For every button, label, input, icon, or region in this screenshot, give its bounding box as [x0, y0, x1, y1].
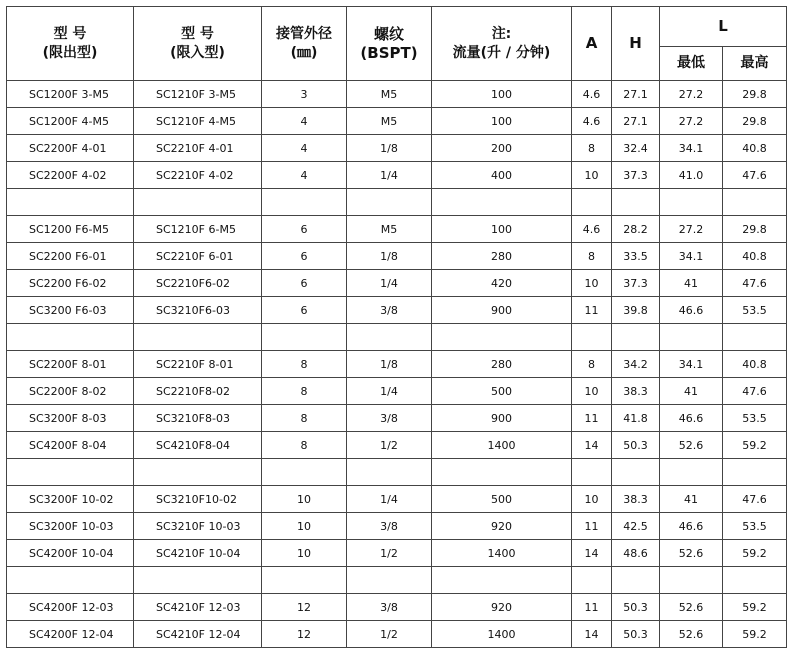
model-out-cell: SC2200F 4-01	[7, 135, 134, 162]
a-cell: 4.6	[572, 216, 612, 243]
flow-cell: 900	[432, 405, 572, 432]
l-max-cell: 40.8	[723, 243, 787, 270]
tube-od-cell: 10	[262, 513, 347, 540]
thread-cell: 1/8	[347, 135, 432, 162]
a-cell: 14	[572, 540, 612, 567]
flow-cell: 400	[432, 162, 572, 189]
empty-cell	[347, 459, 432, 486]
table-row	[7, 243, 787, 270]
h-cell: 50.3	[612, 594, 660, 621]
model-out-cell: SC2200F 4-02	[7, 162, 134, 189]
a-cell: 11	[572, 594, 612, 621]
model-in-cell: SC3210F6-03	[134, 297, 262, 324]
l-min-cell: 46.6	[660, 297, 723, 324]
empty-cell	[262, 324, 347, 351]
tube-od-cell: 6	[262, 243, 347, 270]
model-out-cell: SC2200 F6-01	[7, 243, 134, 270]
table-row	[7, 108, 787, 135]
header-thread: 螺纹 (BSPT)	[347, 7, 432, 81]
tube-od-cell: 6	[262, 270, 347, 297]
empty-cell	[612, 459, 660, 486]
empty-cell	[432, 324, 572, 351]
empty-cell	[572, 567, 612, 594]
model-out-cell: SC4200F 10-04	[7, 540, 134, 567]
empty-cell	[612, 189, 660, 216]
empty-cell	[7, 324, 134, 351]
model-in-cell: SC1210F 3-M5	[134, 81, 262, 108]
header-flow: 注: 流量(升 / 分钟)	[432, 7, 572, 81]
l-min-cell: 41.0	[660, 162, 723, 189]
a-cell: 14	[572, 432, 612, 459]
l-min-cell: 27.2	[660, 108, 723, 135]
l-max-cell: 29.8	[723, 108, 787, 135]
model-out-cell: SC3200F 10-02	[7, 486, 134, 513]
empty-cell	[660, 324, 723, 351]
flow-cell: 280	[432, 243, 572, 270]
a-cell: 8	[572, 243, 612, 270]
tube-od-cell: 10	[262, 486, 347, 513]
l-min-cell: 34.1	[660, 135, 723, 162]
thread-cell: 1/4	[347, 378, 432, 405]
h-cell: 38.3	[612, 378, 660, 405]
header-l-max: 最高	[723, 47, 787, 81]
l-max-cell: 29.8	[723, 216, 787, 243]
model-in-cell: SC4210F 10-04	[134, 540, 262, 567]
thread-cell: M5	[347, 216, 432, 243]
header-l-min: 最低	[660, 47, 723, 81]
l-max-cell: 47.6	[723, 162, 787, 189]
l-min-cell: 46.6	[660, 513, 723, 540]
flow-cell: 900	[432, 297, 572, 324]
tube-od-cell: 8	[262, 351, 347, 378]
a-cell: 10	[572, 270, 612, 297]
header-tube-od: 接管外径 (㎜)	[262, 7, 347, 81]
l-min-cell: 41	[660, 486, 723, 513]
tube-od-cell: 6	[262, 216, 347, 243]
tube-od-cell: 4	[262, 108, 347, 135]
thread-cell: 1/8	[347, 243, 432, 270]
model-out-cell: SC2200F 8-02	[7, 378, 134, 405]
a-cell: 8	[572, 351, 612, 378]
model-in-cell: SC4210F8-04	[134, 432, 262, 459]
model-out-cell: SC1200F 4-M5	[7, 108, 134, 135]
l-max-cell: 47.6	[723, 486, 787, 513]
flow-cell: 100	[432, 108, 572, 135]
group-separator-row	[7, 189, 787, 216]
tube-od-cell: 8	[262, 378, 347, 405]
l-max-cell: 47.6	[723, 270, 787, 297]
table-row	[7, 81, 787, 108]
model-in-cell: SC1210F 6-M5	[134, 216, 262, 243]
h-cell: 33.5	[612, 243, 660, 270]
a-cell: 4.6	[572, 81, 612, 108]
tube-od-cell: 3	[262, 81, 347, 108]
thread-cell: 3/8	[347, 594, 432, 621]
empty-cell	[432, 567, 572, 594]
table-row	[7, 378, 787, 405]
header-model-in: 型 号 (限入型)	[134, 7, 262, 81]
l-min-cell: 52.6	[660, 540, 723, 567]
h-cell: 28.2	[612, 216, 660, 243]
model-in-cell: SC3210F10-02	[134, 486, 262, 513]
empty-cell	[723, 324, 787, 351]
empty-cell	[7, 567, 134, 594]
model-out-cell: SC1200 F6-M5	[7, 216, 134, 243]
thread-cell: 3/8	[347, 405, 432, 432]
flow-cell: 920	[432, 513, 572, 540]
empty-cell	[432, 459, 572, 486]
l-min-cell: 41	[660, 378, 723, 405]
empty-cell	[612, 567, 660, 594]
model-in-cell: SC2210F8-02	[134, 378, 262, 405]
group-separator-row	[7, 459, 787, 486]
l-min-cell: 34.1	[660, 351, 723, 378]
table-row	[7, 351, 787, 378]
flow-cell: 500	[432, 378, 572, 405]
flow-cell: 420	[432, 270, 572, 297]
thread-cell: 1/2	[347, 432, 432, 459]
flow-cell: 1400	[432, 432, 572, 459]
flow-cell: 280	[432, 351, 572, 378]
empty-cell	[262, 189, 347, 216]
tube-od-cell: 4	[262, 162, 347, 189]
table-row	[7, 540, 787, 567]
model-in-cell: SC4210F 12-03	[134, 594, 262, 621]
a-cell: 11	[572, 297, 612, 324]
l-max-cell: 59.2	[723, 432, 787, 459]
model-in-cell: SC3210F 10-03	[134, 513, 262, 540]
model-out-cell: SC4200F 12-04	[7, 621, 134, 648]
thread-cell: 1/2	[347, 540, 432, 567]
tube-od-cell: 8	[262, 432, 347, 459]
thread-cell: 3/8	[347, 513, 432, 540]
empty-cell	[7, 459, 134, 486]
h-cell: 48.6	[612, 540, 660, 567]
h-cell: 32.4	[612, 135, 660, 162]
model-in-cell: SC4210F 12-04	[134, 621, 262, 648]
empty-cell	[572, 459, 612, 486]
tube-od-cell: 10	[262, 540, 347, 567]
thread-cell: 1/2	[347, 621, 432, 648]
flow-cell: 1400	[432, 540, 572, 567]
empty-cell	[347, 189, 432, 216]
empty-cell	[347, 567, 432, 594]
h-cell: 37.3	[612, 162, 660, 189]
model-out-cell: SC3200F 8-03	[7, 405, 134, 432]
thread-cell: 1/4	[347, 162, 432, 189]
empty-cell	[134, 459, 262, 486]
h-cell: 50.3	[612, 621, 660, 648]
thread-cell: 3/8	[347, 297, 432, 324]
empty-cell	[723, 189, 787, 216]
table-row	[7, 486, 787, 513]
l-min-cell: 46.6	[660, 405, 723, 432]
h-cell: 38.3	[612, 486, 660, 513]
empty-cell	[134, 567, 262, 594]
l-max-cell: 40.8	[723, 135, 787, 162]
l-max-cell: 53.5	[723, 405, 787, 432]
a-cell: 11	[572, 513, 612, 540]
model-out-cell: SC4200F 8-04	[7, 432, 134, 459]
table-row	[7, 135, 787, 162]
a-cell: 11	[572, 405, 612, 432]
table-row	[7, 513, 787, 540]
table-row	[7, 162, 787, 189]
empty-cell	[572, 189, 612, 216]
l-max-cell: 59.2	[723, 594, 787, 621]
group-separator-row	[7, 567, 787, 594]
h-cell: 27.1	[612, 81, 660, 108]
a-cell: 10	[572, 378, 612, 405]
table-row	[7, 594, 787, 621]
model-in-cell: SC3210F8-03	[134, 405, 262, 432]
header-a: A	[572, 7, 612, 81]
h-cell: 41.8	[612, 405, 660, 432]
a-cell: 10	[572, 162, 612, 189]
model-in-cell: SC2210F 4-01	[134, 135, 262, 162]
l-max-cell: 59.2	[723, 621, 787, 648]
tube-od-cell: 4	[262, 135, 347, 162]
thread-cell: M5	[347, 108, 432, 135]
flow-cell: 100	[432, 81, 572, 108]
flow-cell: 500	[432, 486, 572, 513]
tube-od-cell: 6	[262, 297, 347, 324]
l-max-cell: 59.2	[723, 540, 787, 567]
flow-cell: 920	[432, 594, 572, 621]
empty-cell	[660, 567, 723, 594]
table-row	[7, 621, 787, 648]
a-cell: 14	[572, 621, 612, 648]
empty-cell	[7, 189, 134, 216]
thread-cell: M5	[347, 81, 432, 108]
l-min-cell: 27.2	[660, 216, 723, 243]
empty-cell	[660, 459, 723, 486]
model-out-cell: SC1200F 3-M5	[7, 81, 134, 108]
flow-cell: 200	[432, 135, 572, 162]
model-in-cell: SC1210F 4-M5	[134, 108, 262, 135]
h-cell: 27.1	[612, 108, 660, 135]
table-row	[7, 432, 787, 459]
l-max-cell: 47.6	[723, 378, 787, 405]
model-in-cell: SC2210F6-02	[134, 270, 262, 297]
l-min-cell: 52.6	[660, 432, 723, 459]
h-cell: 37.3	[612, 270, 660, 297]
a-cell: 8	[572, 135, 612, 162]
model-out-cell: SC2200 F6-02	[7, 270, 134, 297]
tube-od-cell: 12	[262, 621, 347, 648]
h-cell: 39.8	[612, 297, 660, 324]
a-cell: 10	[572, 486, 612, 513]
flow-cell: 100	[432, 216, 572, 243]
table-row	[7, 405, 787, 432]
empty-cell	[262, 567, 347, 594]
empty-cell	[262, 459, 347, 486]
model-in-cell: SC2210F 6-01	[134, 243, 262, 270]
header-h: H	[612, 7, 660, 81]
l-min-cell: 52.6	[660, 594, 723, 621]
group-separator-row	[7, 324, 787, 351]
table-row	[7, 216, 787, 243]
model-out-cell: SC3200 F6-03	[7, 297, 134, 324]
table-row	[7, 270, 787, 297]
empty-cell	[432, 189, 572, 216]
spec-table	[6, 6, 787, 648]
flow-cell: 1400	[432, 621, 572, 648]
h-cell: 34.2	[612, 351, 660, 378]
tube-od-cell: 12	[262, 594, 347, 621]
l-min-cell: 34.1	[660, 243, 723, 270]
table-header	[7, 7, 787, 81]
model-out-cell: SC2200F 8-01	[7, 351, 134, 378]
empty-cell	[347, 324, 432, 351]
a-cell: 4.6	[572, 108, 612, 135]
header-model-out: 型 号 (限出型)	[7, 7, 134, 81]
l-max-cell: 53.5	[723, 513, 787, 540]
empty-cell	[134, 324, 262, 351]
model-out-cell: SC4200F 12-03	[7, 594, 134, 621]
l-min-cell: 27.2	[660, 81, 723, 108]
spec-table-container	[6, 6, 787, 648]
empty-cell	[572, 324, 612, 351]
h-cell: 50.3	[612, 432, 660, 459]
thread-cell: 1/4	[347, 486, 432, 513]
l-max-cell: 29.8	[723, 81, 787, 108]
model-in-cell: SC2210F 4-02	[134, 162, 262, 189]
thread-cell: 1/4	[347, 270, 432, 297]
thread-cell: 1/8	[347, 351, 432, 378]
h-cell: 42.5	[612, 513, 660, 540]
empty-cell	[134, 189, 262, 216]
model-out-cell: SC3200F 10-03	[7, 513, 134, 540]
table-row	[7, 297, 787, 324]
tube-od-cell: 8	[262, 405, 347, 432]
empty-cell	[660, 189, 723, 216]
l-max-cell: 53.5	[723, 297, 787, 324]
l-max-cell: 40.8	[723, 351, 787, 378]
table-body	[7, 81, 787, 648]
empty-cell	[612, 324, 660, 351]
l-min-cell: 41	[660, 270, 723, 297]
empty-cell	[723, 567, 787, 594]
model-in-cell: SC2210F 8-01	[134, 351, 262, 378]
empty-cell	[723, 459, 787, 486]
l-min-cell: 52.6	[660, 621, 723, 648]
header-l: L	[660, 7, 787, 47]
